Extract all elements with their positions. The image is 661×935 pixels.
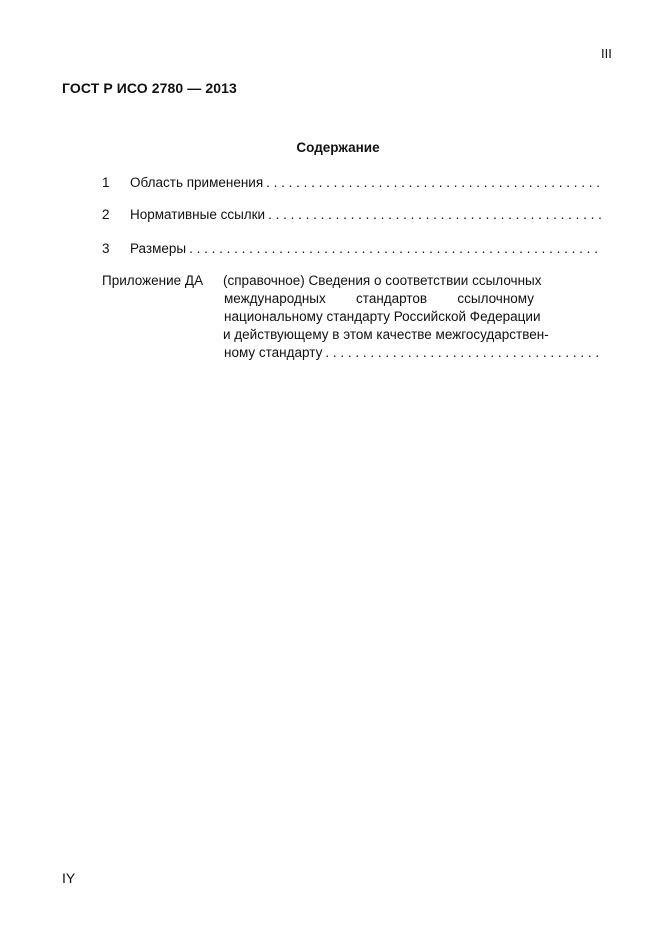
toc-entry-text-wrap — [130, 174, 602, 192]
appendix-line-4: и действующему в этом качестве межгосударствен- — [223, 327, 549, 342]
appendix-last-text: ному стандарту — [224, 345, 325, 360]
toc-entry-number: 2 — [102, 207, 110, 222]
appendix-line-3: национальному стандарту Российской Федерации — [224, 309, 541, 324]
toc-entry-text: Размеры — [130, 241, 189, 256]
toc-entry-number: 3 — [102, 241, 110, 256]
toc-entry-text-wrap — [130, 206, 602, 224]
appendix-line-2 — [223, 290, 534, 308]
standard-header: ГОСТ Р ИСО 2780 — 2013 — [62, 80, 237, 96]
toc-entry-1[interactable] — [102, 174, 602, 192]
toc-entry-text: Нормативные ссылки — [130, 207, 268, 222]
page-number-top: III — [601, 46, 612, 61]
toc-entry-2[interactable] — [102, 206, 602, 224]
toc-entry-number: 1 — [102, 175, 110, 190]
appendix-line-1: (справочное) Сведения о соответствии ссылочных — [223, 273, 542, 288]
toc-entry-3[interactable] — [102, 240, 602, 258]
toc-entry-text: Область применения — [130, 175, 266, 190]
appendix-line-5 — [223, 344, 602, 362]
page-number-bottom: IY — [62, 870, 76, 886]
appendix-description — [223, 272, 601, 362]
toc-title: Содержание — [296, 140, 380, 155]
toc-entry-text-wrap — [130, 240, 602, 258]
appendix-label: Приложение ДА — [102, 273, 204, 288]
appendix-word: международных — [224, 291, 326, 306]
appendix-word: стандартов — [356, 291, 428, 306]
appendix-word: ссылочному — [457, 291, 534, 306]
